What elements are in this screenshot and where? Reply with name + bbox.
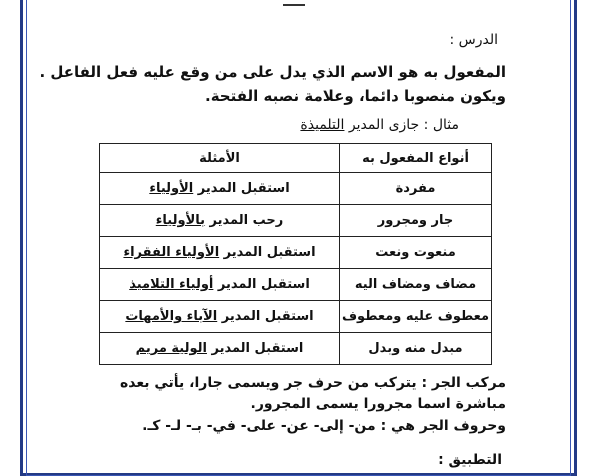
example-plain: استقبل المدير — [217, 309, 314, 324]
table-header-row — [100, 144, 492, 173]
top-mark — [283, 0, 305, 6]
example-object: التلميذة — [300, 117, 345, 133]
example-underlined: أولياء التلاميذ — [129, 277, 214, 292]
definition-line-2: ويكون منصوبا دائما، وعلامة نصبه الفتحة. — [205, 87, 506, 105]
table-row — [100, 269, 492, 301]
example-underlined: بالأولياء — [155, 213, 206, 228]
example-plain: استقبل المدير — [213, 277, 310, 292]
jar-line-3: وحروف الجر هي : من- إلى- عن- على- في- بـ- لـ- كـ. — [142, 418, 506, 434]
example-prefix: مثال : جازى المدير — [344, 117, 459, 133]
example-underlined: الأولياء — [149, 181, 194, 196]
table-row — [100, 237, 492, 269]
type-cell: مفردة — [340, 173, 492, 205]
example-underlined: الآباء والأمهات — [125, 309, 218, 324]
example-line — [300, 117, 459, 133]
example-cell — [100, 301, 340, 333]
table-row — [100, 333, 492, 365]
table-row — [100, 301, 492, 333]
object-types-table — [99, 143, 492, 365]
table-row — [100, 205, 492, 237]
type-cell: مبدل منه وبدل — [340, 333, 492, 365]
header-types: أنواع المفعول به — [340, 144, 492, 173]
jar-line-1: مركب الجر : يتركب من حرف جر ويسمى جارا، يأتي بعده — [119, 375, 506, 391]
header-examples: الأمثلة — [100, 144, 340, 173]
example-cell — [100, 269, 340, 301]
example-underlined: الأولياء الفقراء — [123, 245, 220, 260]
application-heading: التطبيق : — [438, 452, 502, 468]
example-cell — [100, 237, 340, 269]
type-cell: جار ومجرور — [340, 205, 492, 237]
example-plain: استقبل المدير — [219, 245, 316, 260]
type-cell: مضاف ومضاف اليه — [340, 269, 492, 301]
example-cell — [100, 333, 340, 365]
definition-line-1: المفعول به هو الاسم الذي يدل على من وقع عليه فعل الفاعل . — [39, 63, 506, 81]
example-plain: استقبل المدير — [206, 341, 304, 356]
example-plain: استقبل المدير — [193, 181, 290, 196]
example-underlined: الولية مريم — [135, 341, 207, 356]
type-cell: معطوف عليه ومعطوف — [340, 301, 492, 333]
example-cell — [100, 173, 340, 205]
table-row — [100, 173, 492, 205]
example-plain: رحب المدير — [205, 213, 284, 228]
example-cell — [100, 205, 340, 237]
lesson-label: الدرس : — [449, 32, 498, 48]
type-cell: منعوت ونعت — [340, 237, 492, 269]
jar-line-2: مباشرة اسما مجرورا يسمى المجرور. — [250, 396, 506, 412]
